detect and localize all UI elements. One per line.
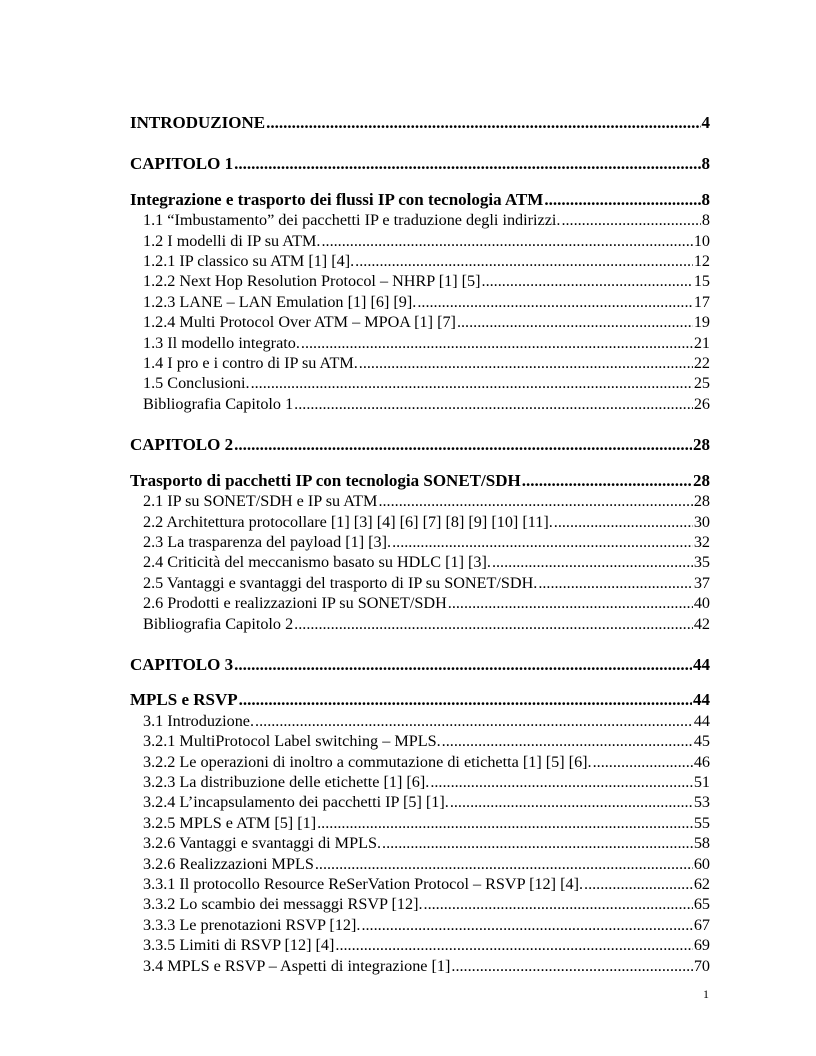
dot-leader [450,792,693,812]
dot-leader [234,154,700,174]
toc-entry[interactable] [130,711,710,731]
toc-entry[interactable] [130,956,710,976]
toc-entry[interactable] [130,552,710,572]
toc-entry-page: 25 [693,374,710,393]
toc-entry-page: 44 [693,690,710,710]
toc-entry-title: 2.5 Vantaggi e svantaggi del trasporto di IP su SONET/SDH. [143,573,538,592]
toc-entry-title: 2.1 IP su SONET/SDH e IP su ATM [143,492,378,511]
toc-entry-page: 42 [693,614,710,633]
table-of-contents [130,113,710,976]
dot-leader [451,956,692,976]
toc-entry-title: MPLS e RSVP [130,690,238,710]
toc-entry[interactable] [130,271,710,291]
toc-entry-page: 30 [693,512,710,531]
toc-entry[interactable] [130,792,710,812]
toc-entry-title: 1.5 Conclusioni. [143,374,250,393]
toc-entry-title: 2.2 Architettura protocollare [1] [3] [4] [6] [7] [8] [9] [10] [11]. [143,512,553,531]
toc-entry[interactable] [130,935,710,955]
dot-leader [382,833,693,853]
toc-entry-page: 17 [693,292,710,311]
toc-entry-page: 40 [693,594,710,613]
toc-entry-page: 26 [693,394,710,413]
dot-leader [234,435,692,455]
dot-leader [544,190,700,210]
toc-entry-title: 3.3.1 Il protocollo Resource ReSerVation Protocol – RSVP [12] [4]. [143,875,584,893]
dot-leader [430,772,692,792]
toc-entry-page: 10 [693,231,710,250]
toc-entry-page: 58 [693,834,710,853]
toc-entry-page: 69 [693,936,710,955]
toc-heading[interactable] [130,471,710,491]
toc-entry[interactable] [130,752,710,772]
toc-entry-page: 37 [693,573,710,592]
toc-heading[interactable] [130,113,710,133]
toc-entry-page: 19 [693,313,710,332]
toc-entry[interactable] [130,573,710,593]
toc-entry-page: 35 [693,553,710,572]
toc-entry[interactable] [130,894,710,914]
dot-leader [584,874,693,894]
toc-entry-title: 3.2.1 MultiProtocol Label switching – MPLS. [143,732,441,751]
dot-leader [392,532,693,552]
toc-entry-page: 28 [693,470,710,490]
toc-entry-title: Trasporto di pacchetti IP con tecnologia SONET/SDH [130,470,521,490]
dot-leader [255,711,693,731]
toc-entry[interactable] [130,491,710,511]
toc-entry-page: 70 [693,956,710,975]
toc-entry-page: 45 [693,732,710,751]
toc-entry[interactable] [130,353,710,373]
toc-entry-page: 22 [693,354,710,373]
dot-leader [301,333,693,353]
toc-entry-page: 15 [693,272,710,291]
dot-leader [294,614,693,634]
toc-entry[interactable] [130,915,710,935]
dot-leader [538,573,693,593]
toc-entry[interactable] [130,854,710,874]
toc-entry-page: 53 [693,793,710,812]
toc-entry[interactable] [130,312,710,332]
toc-entry-title: 3.4 MPLS e RSVP – Aspetti di integrazione [1] [143,956,451,975]
toc-entry-title: CAPITOLO 1 [130,154,234,174]
toc-entry-page: 46 [693,752,710,771]
toc-entry-title: 3.3.2 Lo scambio dei messaggi RSVP [12]. [143,895,423,914]
toc-entry-page: 12 [693,252,710,271]
toc-entry-page: 8 [701,211,710,230]
toc-entry-page: 65 [693,895,710,914]
toc-entry-title: 3.1 Introduzione. [143,711,255,730]
spacer [130,634,710,655]
dot-leader [294,394,693,414]
toc-entry-title: INTRODUZIONE [130,113,266,132]
toc-entry-title: 1.2.3 LANE – LAN Emulation [1] [6] [9]. [143,292,417,311]
toc-entry[interactable] [130,251,710,271]
toc-entry-title: 1.2.2 Next Hop Resolution Protocol – NHRP [1] [5] [143,272,481,291]
toc-heading[interactable] [130,190,710,210]
toc-heading[interactable] [130,690,710,710]
toc-entry[interactable] [130,614,710,634]
toc-entry[interactable] [130,231,710,251]
toc-heading[interactable] [130,435,710,455]
spacer [130,675,710,690]
dot-leader [234,655,692,675]
toc-entry[interactable] [130,373,710,393]
toc-entry-title: 1.3 Il modello integrato. [143,333,300,352]
toc-entry-title: 1.2.4 Multi Protocol Over ATM – MPOA [1] [7] [143,313,456,332]
toc-entry-page: 28 [693,435,710,455]
toc-entry-page: 67 [693,915,710,934]
toc-entry-page: 8 [701,189,710,209]
toc-entry-title: 1.4 I pro e i contro di IP su ATM. [143,354,358,373]
dot-leader [561,210,700,230]
toc-entry-title: 1.1 “Imbustamento” dei pacchetti IP e traduzione degli indirizzi. [143,211,561,230]
toc-entry[interactable] [130,333,710,353]
toc-entry-title: 2.3 La trasparenza del payload [1] [3]. [143,532,392,551]
dot-leader [359,353,693,373]
dot-leader [266,113,700,133]
toc-entry-title: Bibliografia Capitolo 2 [143,614,294,633]
dot-leader [442,731,693,751]
dot-leader [335,935,692,955]
toc-entry-title: 3.2.5 MPLS e ATM [5] [1] [143,813,317,832]
toc-entry-title: 3.2.6 Vantaggi e svantaggi di MPLS. [143,834,382,853]
toc-entry-title: CAPITOLO 3 [130,654,234,674]
toc-entry-page: 60 [693,854,710,873]
dot-leader [315,854,693,874]
dot-leader [317,813,693,833]
dot-leader [251,373,693,393]
dot-leader [448,593,693,613]
dot-leader [239,690,692,710]
toc-entry-page: 8 [701,154,710,174]
spacer [130,456,710,471]
toc-entry-page: 62 [693,875,710,893]
dot-leader [417,292,692,312]
toc-entry-title: Integrazione e trasporto dei flussi IP con tecnologia ATM [130,189,544,209]
toc-entry-title: 3.3.5 Limiti di RSVP [12] [4] [143,936,335,955]
toc-entry-page: 55 [693,813,710,832]
toc-entry[interactable] [130,813,710,833]
toc-entry-title: CAPITOLO 2 [130,435,234,455]
dot-leader [522,471,692,491]
toc-entry-title: 3.2.2 Le operazioni di inoltro a commutazione di etichetta [1] [5] [6]. [143,752,592,771]
dot-leader [457,312,693,332]
toc-entry[interactable] [130,394,710,414]
toc-heading[interactable] [130,154,710,174]
toc-entry-title: 1.2.1 IP classico su ATM [1] [4]. [143,252,355,271]
toc-entry-page: 51 [693,772,710,791]
toc-entry-title: 2.4 Criticità del meccanismo basato su HDLC [1] [3]. [143,553,491,572]
toc-entry-title: 3.2.6 Realizzazioni MPLS [143,854,314,873]
toc-entry[interactable] [130,874,710,894]
dot-leader [554,512,693,532]
toc-entry-title: 3.2.4 L’incapsulamento dei pacchetti IP [5] [1]. [143,793,449,812]
dot-leader [424,894,693,914]
toc-entry[interactable] [130,292,710,312]
toc-entry-page: 21 [693,333,710,352]
spacer [130,175,710,190]
toc-entry-page: 44 [693,711,710,730]
dot-leader [321,231,692,251]
spacer [130,414,710,435]
toc-entry-title: 1.2 I modelli di IP su ATM. [143,231,321,250]
dot-leader [355,251,693,271]
toc-entry[interactable] [130,512,710,532]
spacer [130,133,710,154]
toc-entry-title: 3.2.3 La distribuzione delle etichette [1] [6]. [143,772,430,791]
dot-leader [492,552,693,572]
toc-entry[interactable] [130,731,710,751]
dot-leader [593,752,693,772]
toc-entry[interactable] [130,833,710,853]
dot-leader [378,491,692,511]
toc-entry-title: 2.6 Prodotti e realizzazioni IP su SONET/SDH [143,594,447,613]
dot-leader [482,271,693,291]
toc-entry[interactable] [130,210,710,230]
toc-entry[interactable] [130,593,710,613]
toc-entry-title: Bibliografia Capitolo 1 [143,394,294,413]
toc-entry-title: 3.3.3 Le prenotazioni RSVP [12]. [143,915,361,934]
toc-entry-page: 44 [693,654,710,674]
toc-entry-page: 28 [693,492,710,511]
toc-entry[interactable] [130,772,710,792]
dot-leader [361,915,692,935]
toc-entry-page: 4 [701,113,710,132]
toc-entry[interactable] [130,532,710,552]
page-number: 1 [703,987,709,1001]
toc-heading[interactable] [130,655,710,675]
toc-entry-page: 32 [693,532,710,551]
